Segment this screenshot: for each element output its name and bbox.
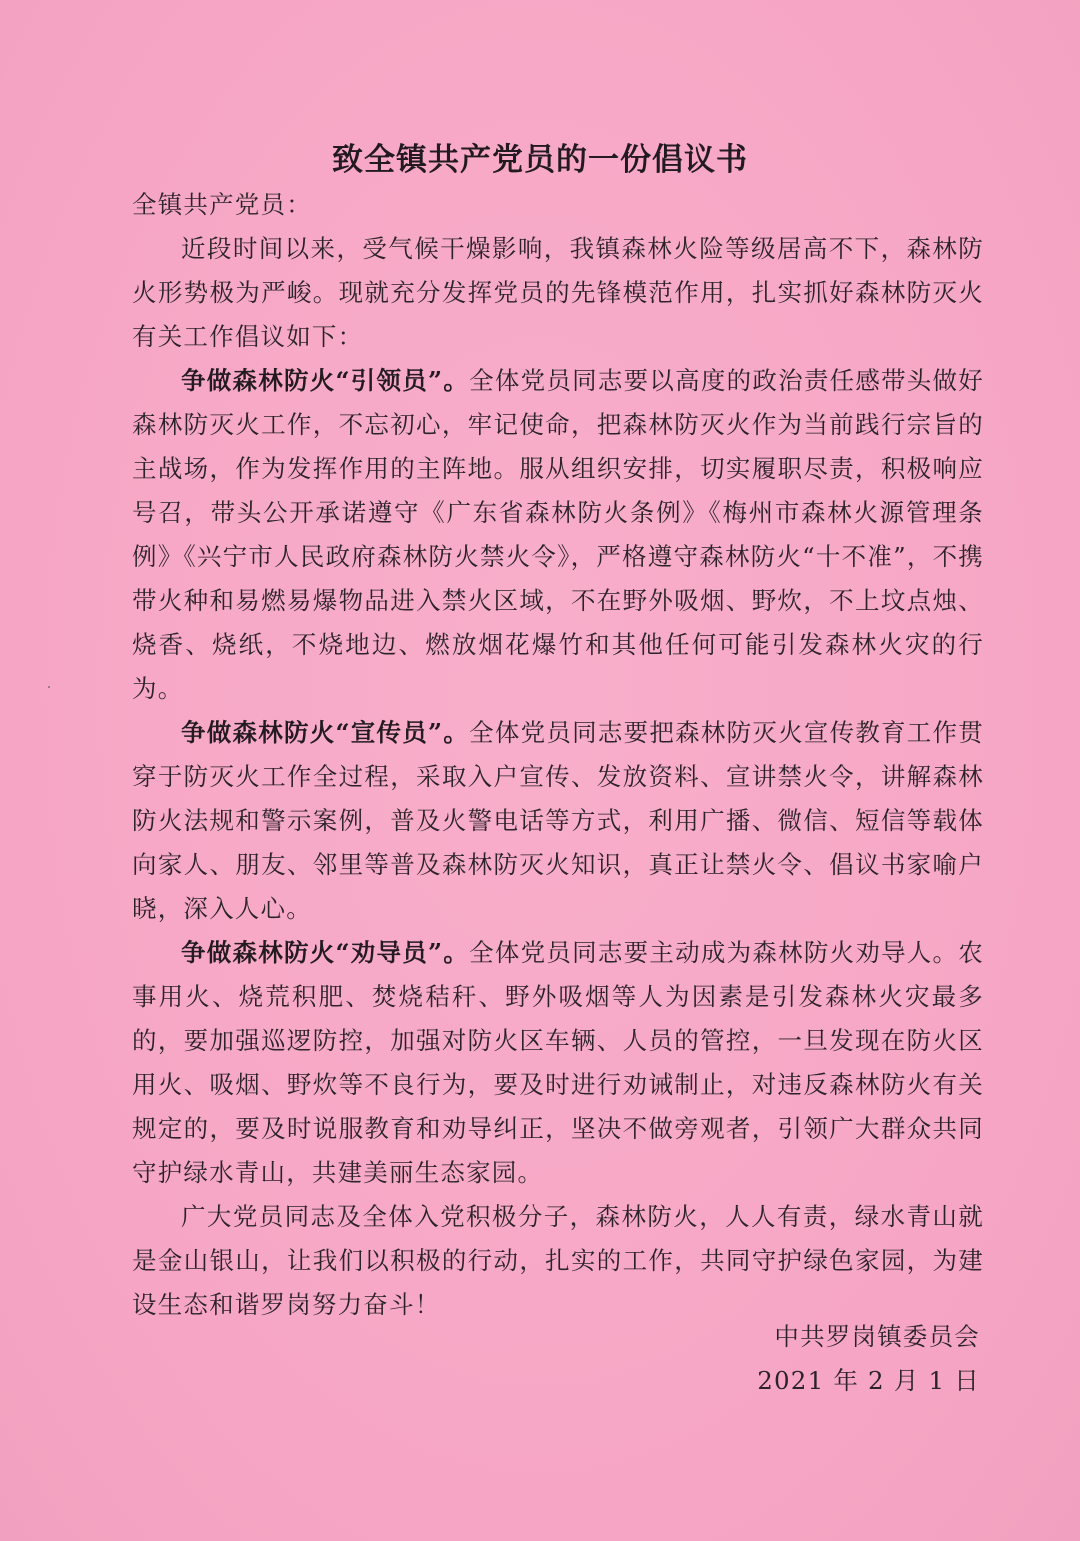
section-persuasion — [132, 931, 984, 1195]
section-text: 全体党员同志要以高度的政治责任感带头做好森林防灭火工作，不忘初心，牢记使命，把森林防灭火作为当前践行宗旨的主战场，作为发挥作用的主阵地。服从组织安排，切实履职尽责，积极响应号召，带头公开承诺遵守《广东省森林防火条例》《梅州市森林火源管理条例》《兴宁市人民政府森林防火禁火令》，严格遵守森林防火“十不准”，不携带火种和易燃易爆物品进入禁火区域，不在野外吸烟、野炊，不上坟点烛、烧香、烧纸，不烧地边、燃放烟花爆竹和其他任何可能引发森林火灾的行为。 — [132, 366, 985, 703]
section-lead: 争做森林防火“劝导员”。 — [181, 938, 470, 967]
signing-date: 2021 年 2 月 1 日 — [757, 1366, 980, 1395]
section-publicity — [132, 711, 984, 931]
section-lead: 争做森林防火“引领员”。 — [181, 366, 470, 395]
closing-paragraph: 广大党员同志及全体入党积极分子，森林防火，人人有责，绿水青山就是金山银山，让我们以积极的行动，扎实的工作，共同守护绿色家园，为建设生态和谐罗岗努力奋斗！ — [132, 1202, 984, 1319]
paper-speck — [48, 686, 50, 688]
signature-block — [757, 1315, 980, 1403]
section-lead: 争做森林防火“宣传员”。 — [181, 718, 470, 747]
document-body — [132, 183, 984, 1327]
intro-paragraph: 近段时间以来，受气候干燥影响，我镇森林火险等级居高不下，森林防火形势极为严峻。现就充分发挥党员的先锋模范作用，扎实抓好森林防灭火有关工作倡议如下： — [132, 234, 984, 351]
salutation: 全镇共产党员： — [132, 190, 312, 219]
signing-organization: 中共罗岗镇委员会 — [774, 1322, 980, 1351]
document-title: 致全镇共产党员的一份倡议书 — [332, 142, 748, 178]
section-guide — [132, 359, 984, 711]
section-text: 全体党员同志要把森林防灭火宣传教育工作贯穿于防灭火工作全过程，采取入户宣传、发放资料、宣讲禁火令，讲解森林防火法规和警示案例，普及火警电话等方式，利用广播、微信、短信等载体向家人、朋友、邻里等普及森林防灭火知识，真正让禁火令、倡议书家喻户晓，深入人心。 — [132, 718, 985, 923]
section-text: 全体党员同志要主动成为森林防火劝导人。农事用火、烧荒积肥、焚烧秸秆、野外吸烟等人为因素是引发森林火灾最多的，要加强巡逻防控，加强对防火区车辆、人员的管控，一旦发现在防火区用火、吸烟、野炊等不良行为，要及时进行劝诫制止，对违反森林防火有关规定的，要及时说服教育和劝导纠正，坚决不做旁观者，引领广大群众共同守护绿水青山，共建美丽生态家园。 — [132, 938, 985, 1187]
